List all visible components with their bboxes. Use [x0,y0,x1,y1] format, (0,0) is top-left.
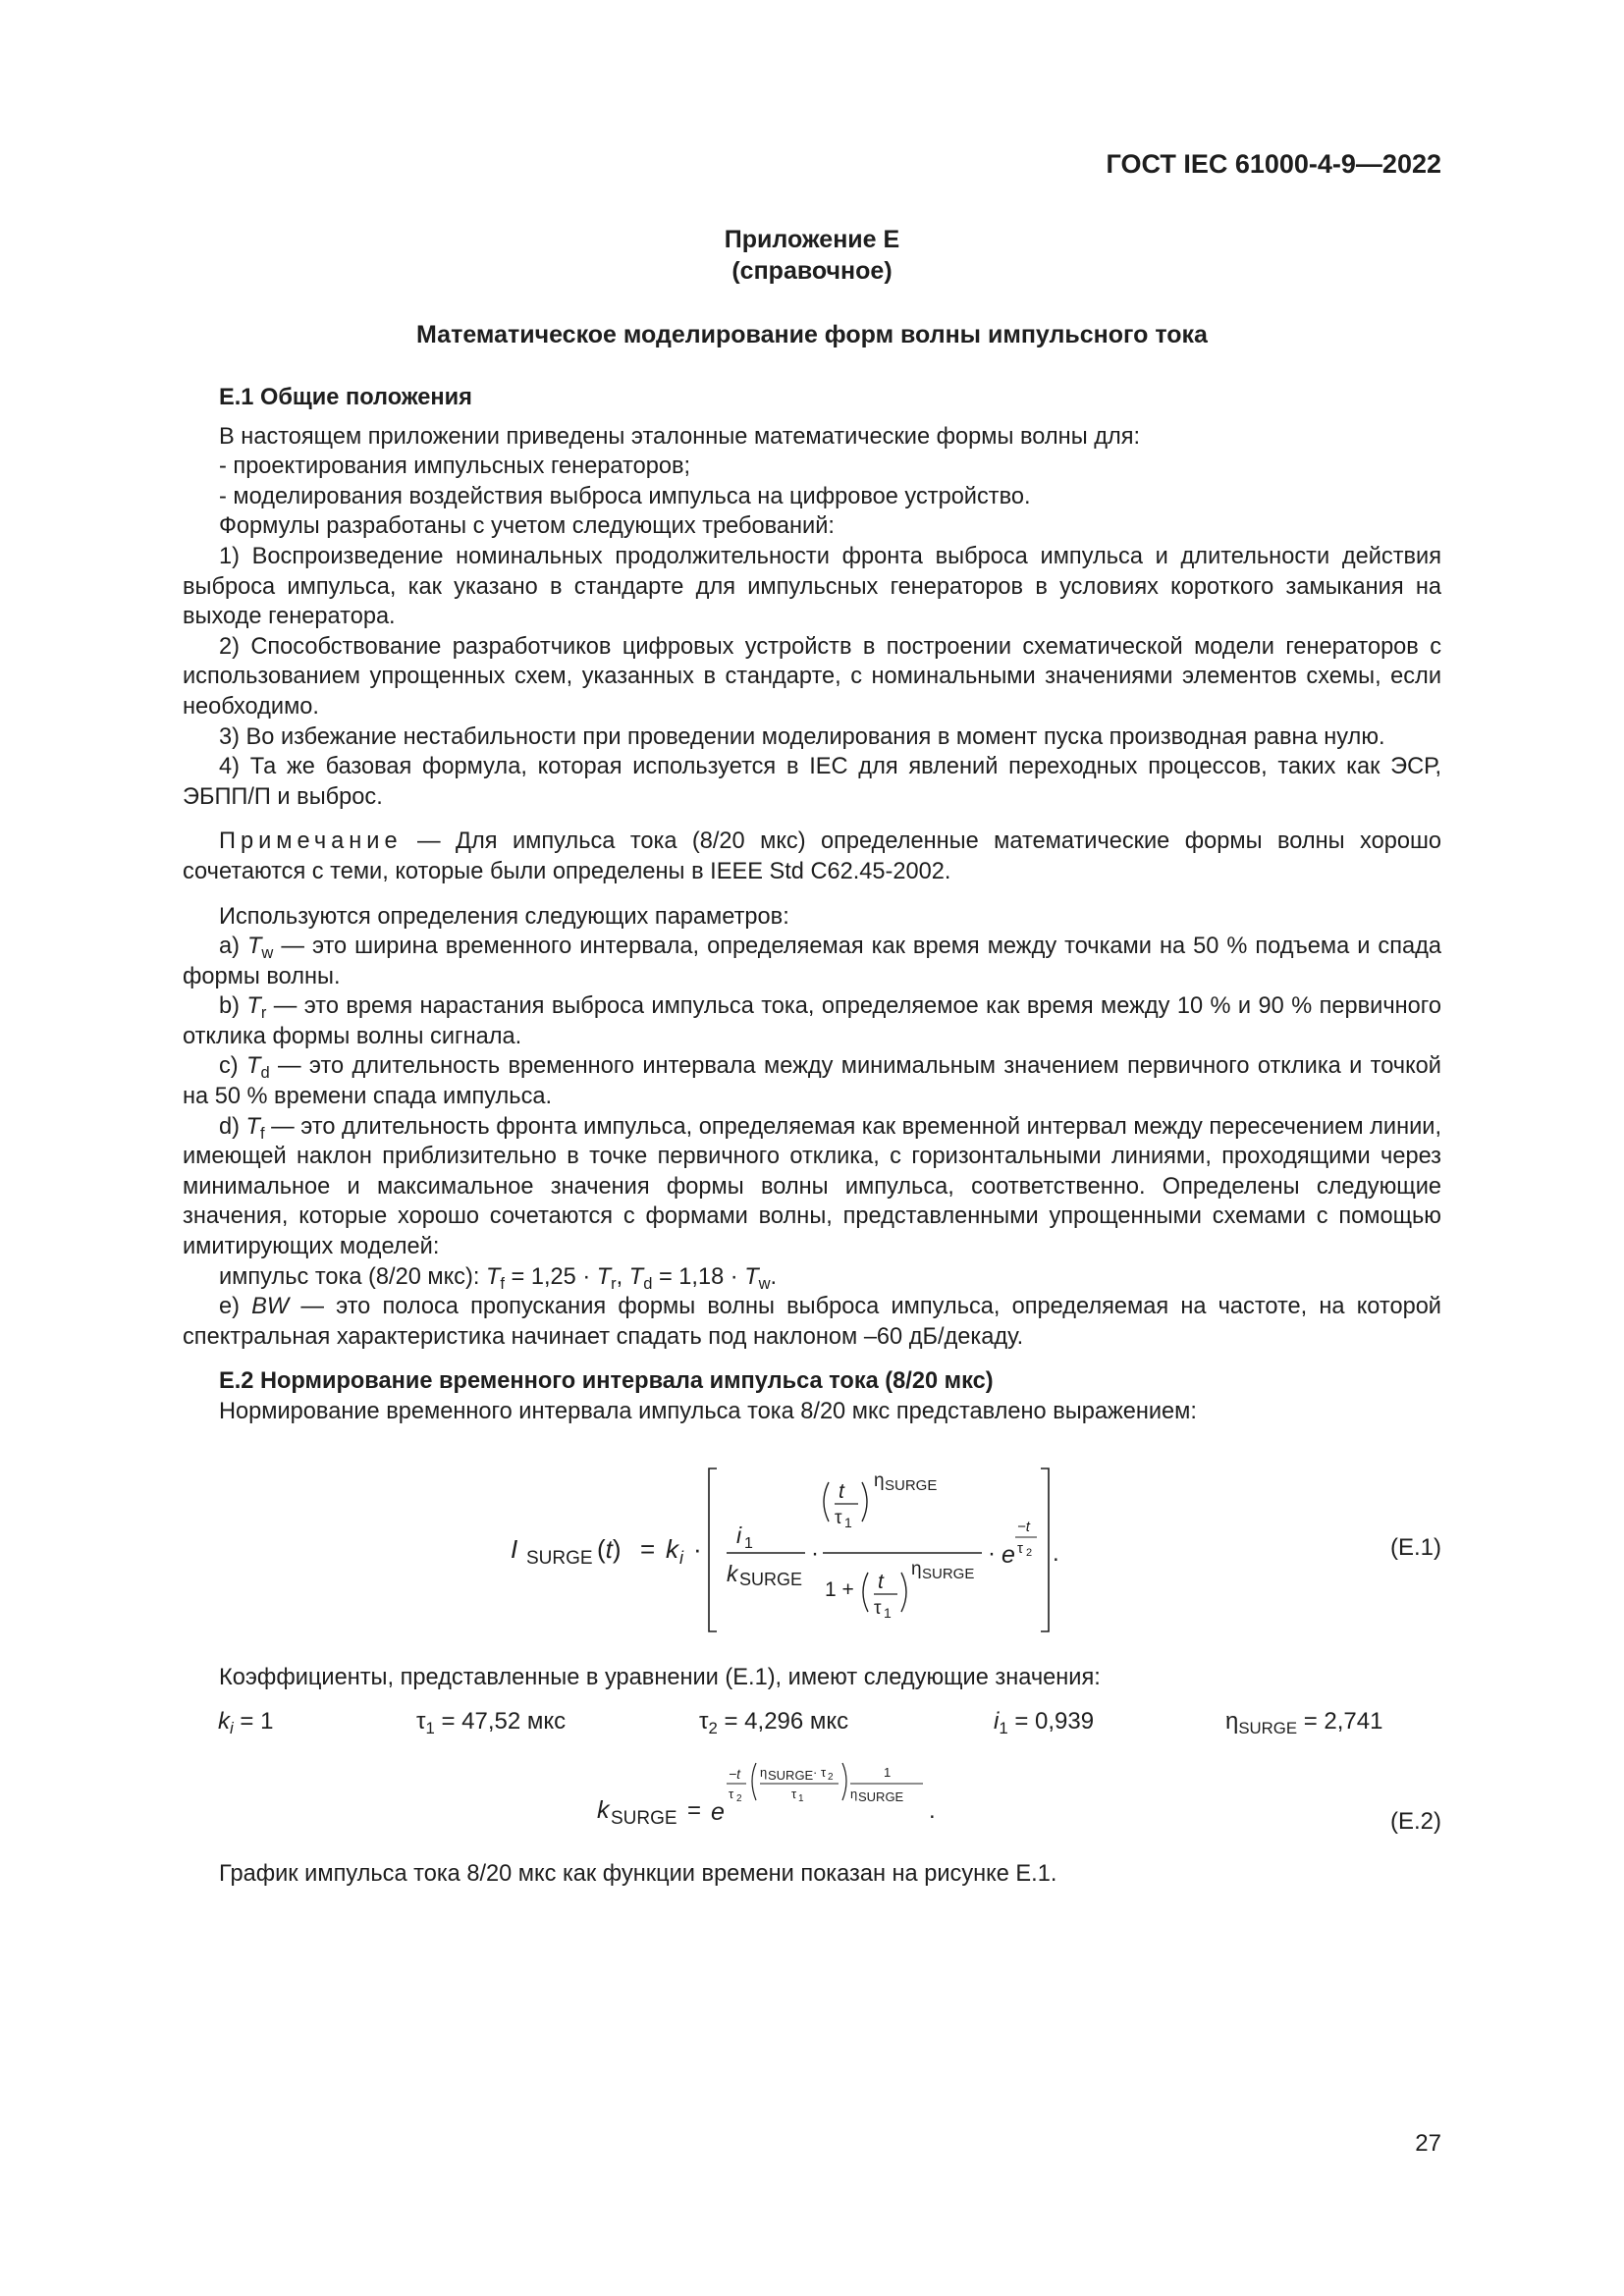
eq-exp-num: −t [1017,1519,1030,1535]
definition-d: d) $T_f$ — это длительность фронта импульса, определяемая как временной интервал между пересечением линии, имеющей наклон приблизительно в точке первичного отклика, с горизонтальными линиями, проходящими через минимальное и максимальное значения формы волны импульса, соответственно. Определены следующие значения, которые хорошо сочетаются с формами волны, представленными упрощенными схемами с помощью имитирующих моделей: [183,1113,1442,1260]
note-label: Примечание [219,828,403,855]
eq-bracket-right [1041,1468,1049,1631]
eq2-period: . [929,1797,936,1824]
eq-dot: · [693,1534,702,1564]
definition-a: a) $T_w$ — это ширина временного интервала, определяемая как время между точками на 50 % подъема и спада формы волны. [183,934,1441,989]
definitions-intro: Используются определения следующих параметров: [219,903,789,930]
eq-eta2: η [911,1559,922,1579]
eq2-paren-open [752,1763,756,1800]
equation-e1-number: (Е.1) [1389,1534,1441,1561]
eq-i1-sub: 1 [744,1535,753,1552]
eq-one-plus: 1 + [825,1578,854,1601]
coef-ki: $k_i = 1$ [218,1708,274,1737]
eq2-exp-num: −t [729,1766,741,1782]
eq2-eta-den-sub: SURGE [858,1789,904,1804]
eq-ksurge-sub: SURGE [739,1570,803,1589]
paragraph: В настоящем приложении приведены эталонные математические формы волны для: [219,423,1141,450]
eq2-tau1: τ [791,1787,797,1801]
eq-dot3: · [988,1540,996,1567]
section-e2-heading: Е.2 Нормирование временного интервала импульса тока (8/20 мкс) [219,1368,994,1395]
equation-e2 [589,1749,1001,1838]
eq-paren-close2 [901,1573,906,1612]
eq-symbol-I: I [511,1534,518,1564]
section-e1-heading: Е.1 Общие положения [219,385,472,410]
paragraph: Формулы разработаны с учетом следующих требований: [219,513,835,540]
annex-title: Приложение Е [724,226,900,253]
eq-num-t: t [839,1480,844,1503]
section-e2-intro: Нормирование временного интервала импульса тока 8/20 мкс представлено выражением: [219,1399,1197,1424]
eq2-exp-tau: τ [729,1787,734,1801]
eq-k: k [666,1534,678,1564]
eq2-equals: = [687,1797,702,1824]
definition-c: c) $T_d$ — это длительность временного интервала между минимальным значением первичного отклика и точкой на 50 % времени спада импульса. [183,1053,1441,1110]
standard-header: ГОСТ IEC 61000-4-9—2022 [1106,149,1441,179]
eq2-tau2: τ [821,1765,827,1780]
eq-period: . [1053,1540,1059,1567]
note-text: — Для импульса тока (8/20 мкс) определенные математические формы волны хорошо сочетаются с теми, которые были определены в IEEE Std C62.45-2002. [183,828,1441,884]
requirement-1: 1) Воспроизведение номинальных продолжительности фронта выброса импульса и длительности действия выброса импульса, как указано в стандарте для импульсных генераторов в условиях короткого замыкания на выходе генератора. [183,543,1441,630]
eq2-k-sub: SURGE [611,1808,677,1829]
coef-tau1: $\tau_1 = 47,52$ мкс [416,1708,567,1737]
closing-paragraph: График импульса тока 8/20 мкс как функции времени показан на рисунке Е.1. [219,1861,1057,1887]
eq-den-tau-sub: 1 [884,1605,892,1621]
definition-b: b) $T_r$ — это время нарастания выброса импульса тока, определяемое как время между 10 % и 90 % первичного отклика формы волны сигнала. [183,993,1441,1049]
eq2-tau2-sub: 2 [828,1772,834,1783]
requirement-2: 2) Способствование разработчиков цифровых устройств в построении схематической модели генераторов с использованием упрощенных схем, указанных в стандарте, с номинальными значениями элементов схемы, если необходимо. [183,633,1441,720]
eq2-paren-close [842,1763,846,1800]
eq2-eta-sub: SURGE [768,1768,814,1783]
eq-eta2-sub: SURGE [922,1566,975,1582]
eq-den-t: t [878,1571,884,1593]
eq2-k: k [597,1796,610,1824]
eq-e: e [1001,1541,1015,1569]
equation-e1 [491,1463,1100,1639]
requirement-4: 4) Та же базовая формула, которая используется в IEC для явлений переходных процессов, таких как ЭСР, ЭБПП/П и выброс. [183,754,1441,810]
definition-e: e) BW — это полоса пропускания формы волны выброса импульса, определяемая на частоте, на которой спектральная характеристика начинает спадать под наклоном –60 дБ/декаду. [183,1294,1441,1350]
coefficients-intro: Коэффициенты, представленные в уравнении (Е.1), имеют следующие значения: [219,1665,1101,1690]
eq-paren-open2 [863,1573,868,1612]
requirement-3: 3) Во избежание нестабильности при проведении моделирования в момент пуска производная равна нулю. [219,723,1385,750]
impulse-relation: импульс тока (8/20 мкс): $T_f = 1,25 \cdot T_r$, $T_d = 1,18 \cdot T_w$. [219,1263,778,1293]
eq2-dot: · [813,1765,818,1780]
eq-sub-surge: SURGE [526,1548,593,1569]
eq2-eta: η [760,1765,768,1780]
eq-num-tau-sub: 1 [844,1515,852,1530]
section-e1 [183,383,1441,1427]
eq-k-sub: i [679,1548,683,1568]
eq-i1: i [736,1522,742,1548]
eq-paren-t: (t) [597,1534,622,1564]
eq-exp-tau: τ [1017,1540,1023,1557]
eq2-e: e [711,1798,725,1826]
eq-exp-tau-sub: 2 [1026,1547,1033,1559]
eq2-eta-den: η [850,1787,858,1801]
equation-e2-number: (Е.2) [1389,1808,1441,1835]
eq-paren-open [824,1482,829,1522]
list-item: - моделирования воздействия выброса импульса на цифровое устройство. [219,483,1031,509]
eq-den-tau: τ [874,1598,882,1619]
eq-dot2: · [811,1540,819,1567]
eq-bracket-left [709,1468,717,1631]
eq2-tau1-sub: 1 [798,1793,804,1804]
page-number: 27 [1415,2130,1441,2157]
eq-num-tau: τ [835,1508,842,1528]
annex-subtitle: (справочное) [731,257,893,285]
eq-eta-sub: SURGE [885,1477,938,1494]
eq-equals: = [640,1534,656,1564]
list-item: - проектирования импульсных генераторов; [219,454,691,480]
coef-tau2: $\tau_2 = 4,296$ мкс [699,1708,849,1737]
eq-paren-close [862,1482,867,1522]
eq-ksurge: k [727,1561,738,1586]
coef-eta: $\eta_{SURGE} = 2,741$ [1225,1708,1383,1737]
eq-eta: η [874,1470,885,1491]
coef-i1: $i_1 = 0,939$ [994,1708,1095,1737]
note [183,827,1441,886]
eq2-exp-tau-sub: 2 [736,1793,742,1804]
main-title: Математическое моделирование форм волны импульсного тока [416,321,1208,348]
eq2-one: 1 [884,1765,892,1780]
